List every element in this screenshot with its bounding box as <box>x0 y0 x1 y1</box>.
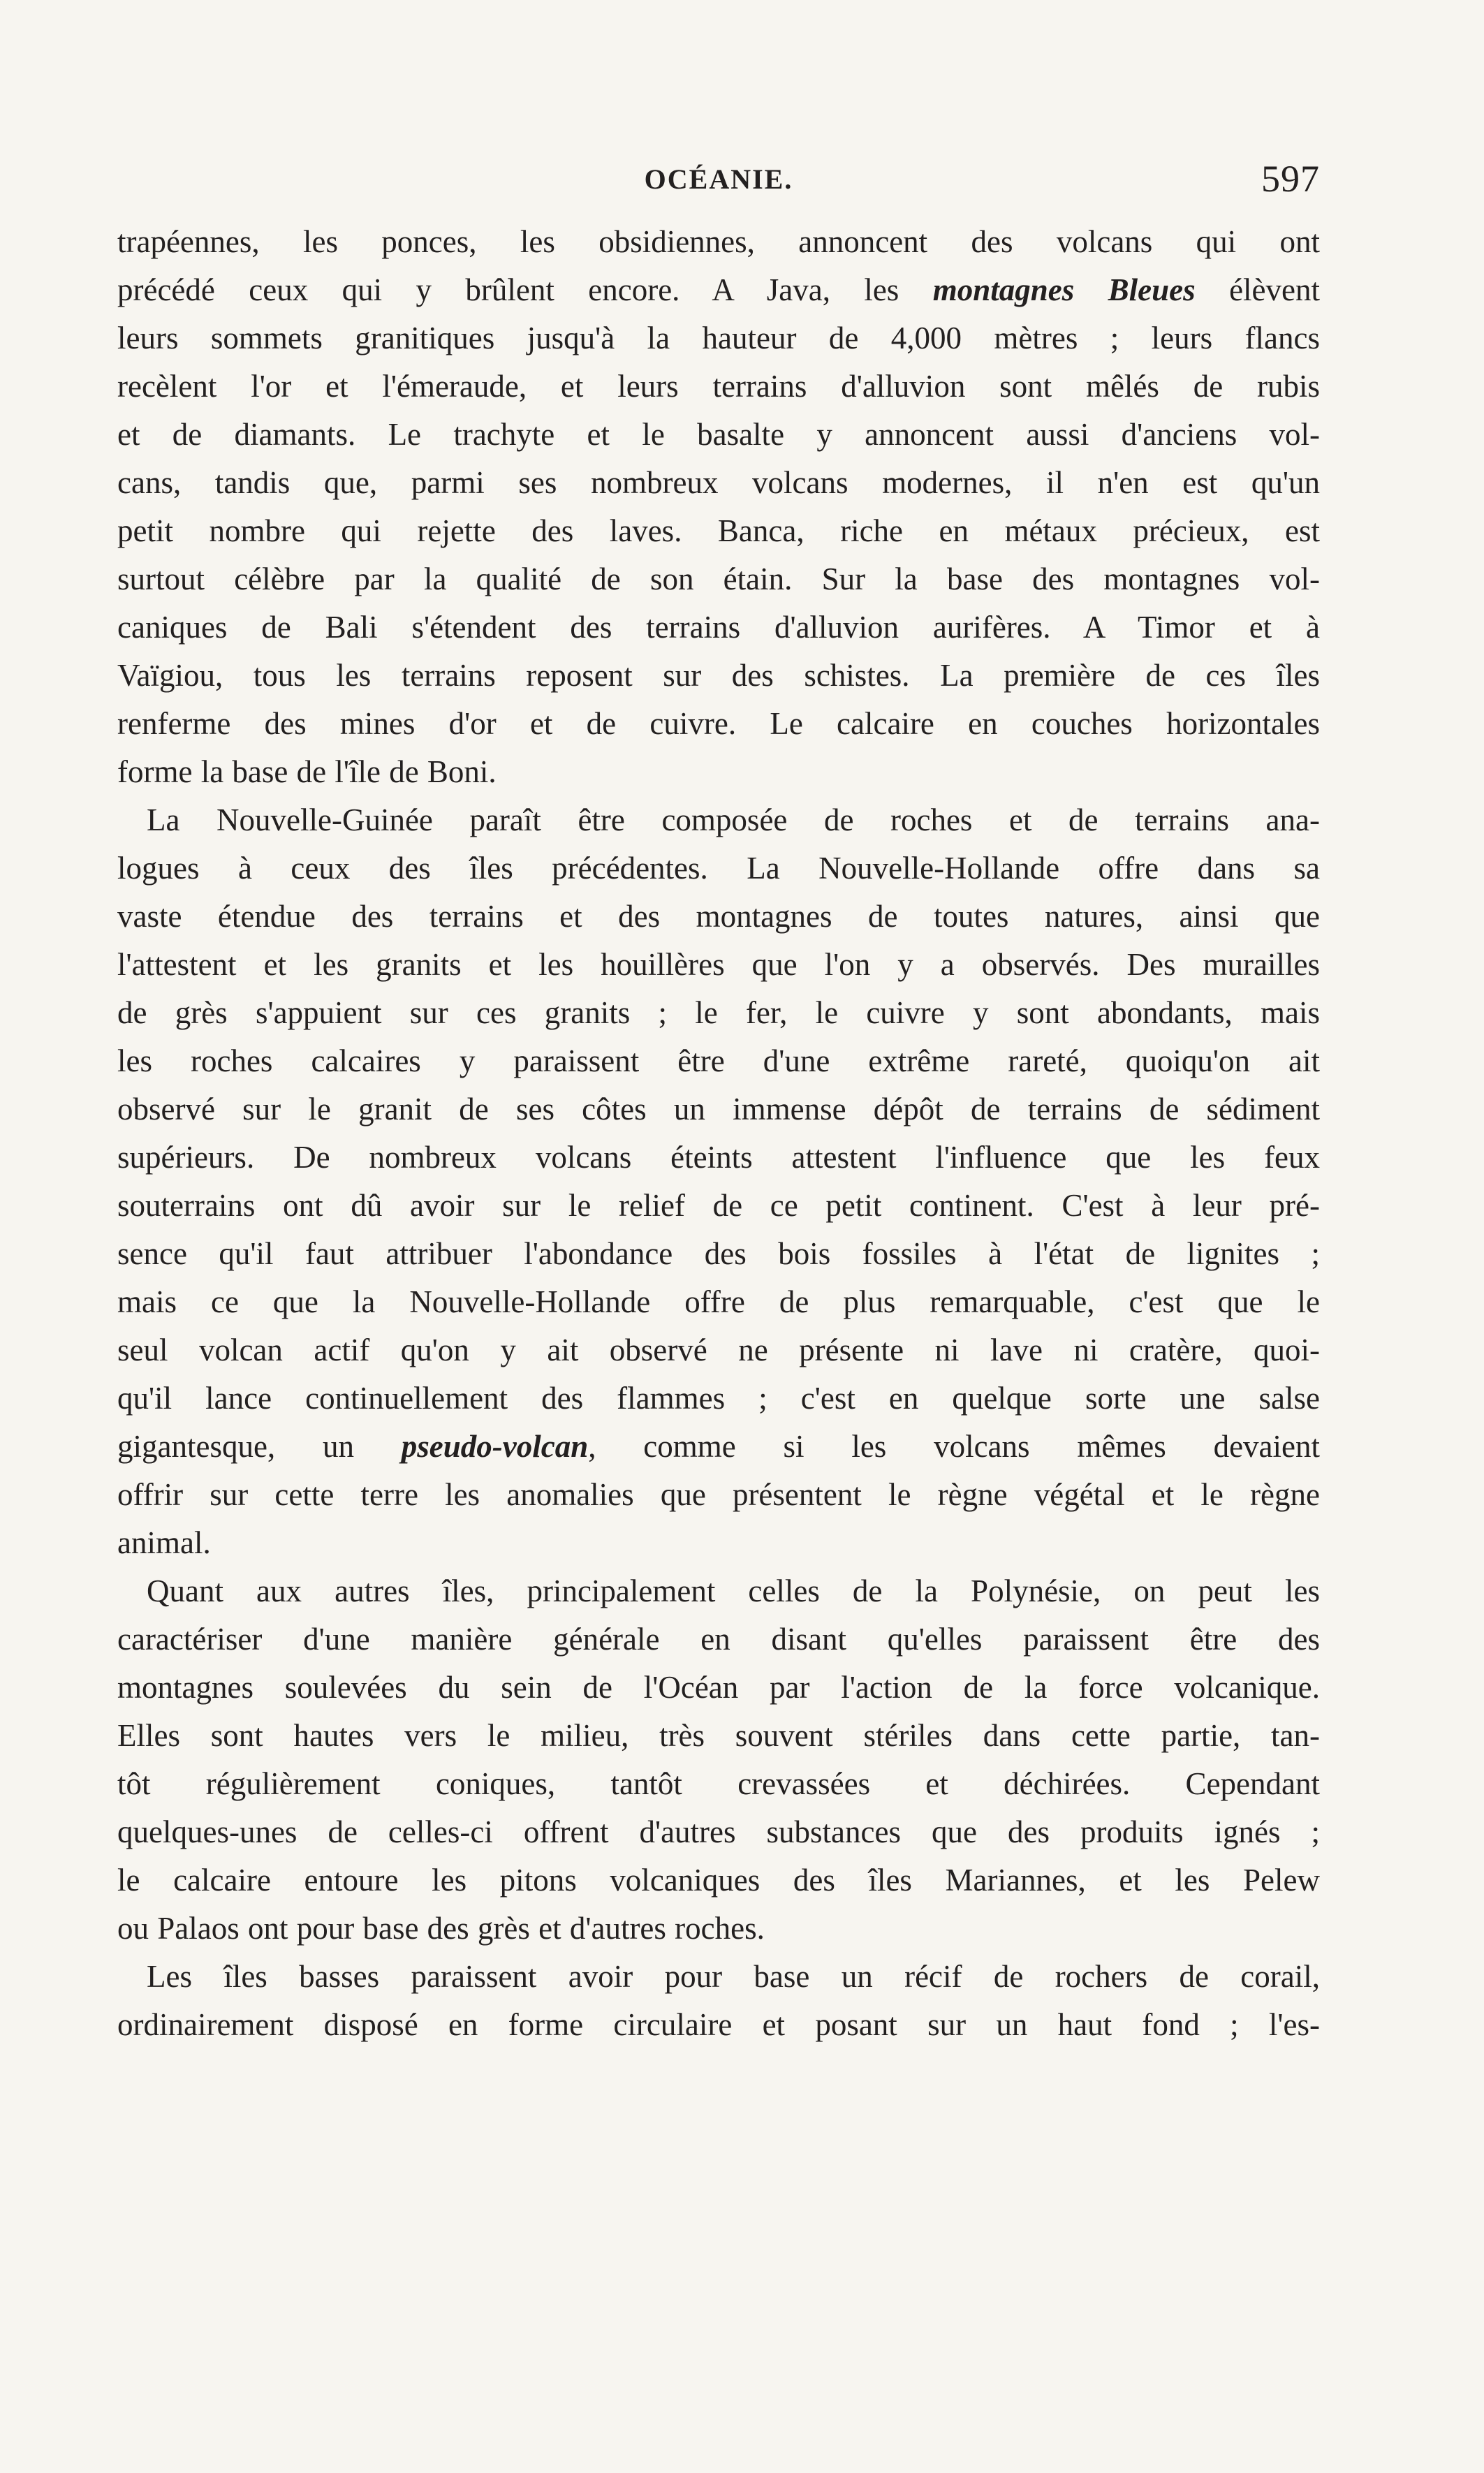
text-line: précédé ceux qui y brûlent encore. A Java, les montagnes Bleues élèvent <box>117 272 1320 307</box>
text-line: sence qu'il faut attribuer l'abondance des bois fossiles à l'état de lignites ; <box>117 1236 1320 1271</box>
text-line: caniques de Bali s'étendent des terrains d'alluvion aurifères. A Timor et à <box>117 610 1320 645</box>
text-line: Elles sont hautes vers le milieu, très souvent stériles dans cette partie, tan- <box>117 1718 1320 1753</box>
text-line: qu'il lance continuellement des flammes ; c'est en quelque sorte une salse <box>117 1381 1320 1416</box>
text-line: seul volcan actif qu'on y ait observé ne présente ni lave ni cratère, quoi- <box>117 1333 1320 1367</box>
text-line: et de diamants. Le trachyte et le basalte y annoncent aussi d'anciens vol- <box>117 417 1320 452</box>
text-line: montagnes soulevées du sein de l'Océan par l'action de la force volcanique. <box>117 1670 1320 1705</box>
text-line: recèlent l'or et l'émeraude, et leurs terrains d'alluvion sont mêlés de rubis <box>117 369 1320 404</box>
text-line: offrir sur cette terre les anomalies que présentent le règne végétal et le règne <box>117 1477 1320 1512</box>
text-line: souterrains ont dû avoir sur le relief de ce petit continent. C'est à leur pré- <box>117 1188 1320 1223</box>
emphasis-text: pseudo-volcan <box>401 1429 589 1464</box>
text-line: l'attestent et les granits et les houillères que l'on y a observés. Des murailles <box>117 947 1320 982</box>
text-line: observé sur le granit de ses côtes un immense dépôt de terrains de sédiment <box>117 1092 1320 1127</box>
text-line: Quant aux autres îles, principalement celles de la Polynésie, on peut les <box>147 1573 1320 1608</box>
text-line: Les îles basses paraissent avoir pour base un récif de rochers de corail, <box>147 1959 1320 1994</box>
text-line: trapéennes, les ponces, les obsidiennes, annoncent des volcans qui ont <box>117 224 1320 259</box>
running-head <box>117 157 1320 213</box>
text-line: de grès s'appuient sur ces granits ; le fer, le cuivre y sont abondants, mais <box>117 995 1320 1030</box>
text-line: mais ce que la Nouvelle-Hollande offre de plus remarquable, c'est que le <box>117 1284 1320 1319</box>
text-line: forme la base de l'île de Boni. <box>117 754 497 789</box>
text-line: gigantesque, un pseudo-volcan, comme si les volcans mêmes devaient <box>117 1429 1321 1464</box>
text-line: les roches calcaires y paraissent être d'une extrême rareté, quoiqu'on ait <box>117 1043 1320 1078</box>
running-title: OCÉANIE. <box>644 163 793 195</box>
body-text <box>117 218 1320 2049</box>
text-line: quelques-unes de celles-ci offrent d'autres substances que des produits ignés ; <box>117 1814 1320 1849</box>
text-line: Vaïgiou, tous les terrains reposent sur des schistes. La première de ces îles <box>117 658 1320 693</box>
page-number: 597 <box>1261 158 1320 200</box>
text-line: petit nombre qui rejette des laves. Banca, riche en métaux précieux, est <box>117 513 1320 548</box>
text-line: animal. <box>117 1525 211 1560</box>
text-line: caractériser d'une manière générale en disant qu'elles paraissent être des <box>117 1622 1320 1657</box>
text-line: ou Palaos ont pour base des grès et d'autres roches. <box>117 1911 765 1946</box>
text-line: cans, tandis que, parmi ses nombreux volcans modernes, il n'en est qu'un <box>117 465 1320 500</box>
emphasis-text: montagnes Bleues <box>932 272 1196 307</box>
text-line: La Nouvelle-Guinée paraît être composée de roches et de terrains ana- <box>147 802 1320 837</box>
text-line: renferme des mines d'or et de cuivre. Le calcaire en couches horizontales <box>117 706 1320 741</box>
text-line: le calcaire entoure les pitons volcaniques des îles Mariannes, et les Pelew <box>117 1863 1320 1898</box>
text-line: tôt régulièrement coniques, tantôt crevassées et déchirées. Cependant <box>117 1766 1320 1801</box>
text-line: supérieurs. De nombreux volcans éteints attestent l'influence que les feux <box>117 1140 1320 1175</box>
text-line: vaste étendue des terrains et des montagnes de toutes natures, ainsi que <box>117 899 1320 934</box>
text-line: leurs sommets granitiques jusqu'à la hauteur de 4,000 mètres ; leurs flancs <box>117 321 1320 355</box>
text-line: logues à ceux des îles précédentes. La Nouvelle-Hollande offre dans sa <box>117 851 1320 886</box>
text-line: surtout célèbre par la qualité de son étain. Sur la base des montagnes vol- <box>117 562 1320 596</box>
text-line: ordinairement disposé en forme circulaire et posant sur un haut fond ; l'es- <box>117 2007 1320 2042</box>
